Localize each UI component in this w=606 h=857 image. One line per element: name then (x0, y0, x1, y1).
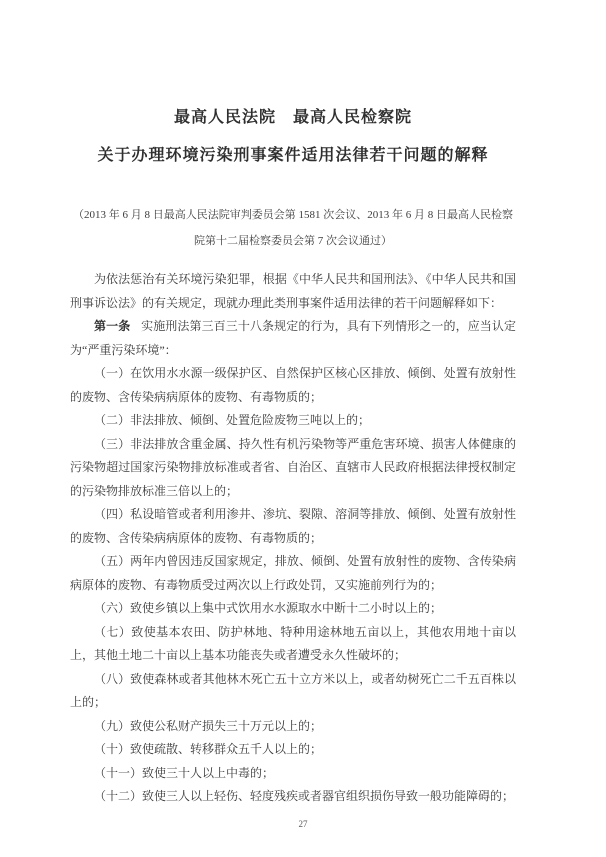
clause-item-9: （九）致使公私财产损失三十万元以上的； (94, 718, 323, 733)
clause-item-4: （四）私设暗管或者利用渗井、渗坑、裂隙、溶洞等排放、倾倒、处置有放射性的废物、含传染病病原体的废物、有毒物质的； (70, 507, 516, 545)
page-number: 27 (298, 819, 308, 829)
clause-item-2: （二）非法排放、倾倒、处置危险废物三吨以上的； (94, 413, 371, 427)
clause-item-1: （一）在饮用水水源一级保护区、自然保护区核心区排放、倾倒、处置有放射性的废物、含传染病病原体的废物、有毒物质的； (70, 366, 516, 404)
document-title-line1: 最高人民法院 最高人民检察院 (173, 109, 412, 126)
adoption-note-line2: 院第十二届检察委员会第 7 次会议通过） (194, 235, 392, 247)
clause-item-5: （五）两年内曾因违反国家规定，排放、倾倒、处置有放射性的废物、含传染病病原体的废物、有毒物质受过两次以上行政处罚，又实施前列行为的； (70, 554, 516, 592)
document-body (70, 268, 516, 809)
intro-paragraph: 为依法惩治有关环境污染犯罪，根据《中华人民共和国刑法》、《中华人民共和国刑事诉讼法》的有关规定，现就办理此类刑事案件适用法律的若干问题解释如下： (70, 272, 516, 310)
clause-item-12: （十二）致使三人以上轻伤、轻度残疾或者器官组织损伤导致一般功能障碍的； (94, 789, 515, 803)
clause-item-11: （十一）致使三十人以上中毒的； (94, 765, 275, 780)
clause-item-10: （十）致使疏散、转移群众五千人以上的； (94, 742, 323, 756)
article-1-paragraph (70, 315, 516, 362)
clause-item-6: （六）致使乡镇以上集中式饮用水水源取水中断十二小时以上的； (94, 601, 443, 615)
document-title-line2: 关于办理环境污染刑事案件适用法律若干问题的解释 (97, 147, 489, 164)
clause-item-3: （三）非法排放含重金属、持久性有机污染物等严重危害环境、损害人体健康的污染物超过国家污染物排放标准或者省、自治区、直辖市人民政府根据法律授权制定的污染物排放标准三倍以上的； (70, 436, 516, 498)
adoption-note-line1: （2013 年 6 月 8 日最高人民法院审判委员会第 1581 次会议、2013 年 6 月 8 日最高人民检察 (73, 209, 513, 221)
article-1-number: 第一条 (94, 319, 131, 333)
clause-item-7: （七）致使基本农田、防护林地、特种用途林地五亩以上，其他农用地十亩以上，其他土地二十亩以上基本功能丧失或者遭受永久性破坏的； (70, 624, 516, 662)
clause-item-8: （八）致使森林或者其他林木死亡五十立方米以上，或者幼树死亡二千五百株以上的； (70, 671, 516, 709)
article-1-text: 实施刑法第三百三十八条规定的行为，具有下列情形之一的，应当认定为“严重污染环境”： (70, 319, 516, 357)
adoption-note (70, 202, 516, 254)
